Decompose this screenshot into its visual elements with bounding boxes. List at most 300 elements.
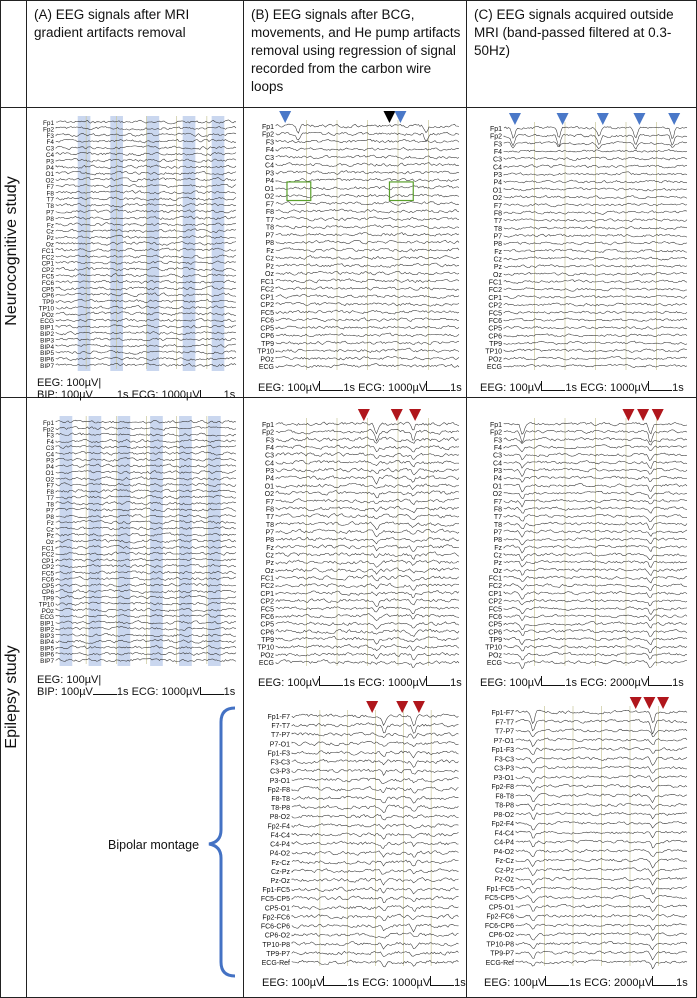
channel-label: Oz bbox=[493, 271, 502, 279]
channel-label: CP6 bbox=[488, 333, 502, 341]
time-scale: 1s bbox=[454, 977, 466, 989]
eeg-panel-epilepsy-b bbox=[250, 402, 462, 674]
channel-label: O1 bbox=[492, 483, 502, 491]
ecg-scale: ECG: 1000µV bbox=[131, 389, 200, 401]
channel-label: CP1 bbox=[488, 294, 502, 302]
channel-label: T8-P8 bbox=[270, 805, 290, 813]
channel-label: F8 bbox=[493, 506, 502, 514]
eeg-panel-neuro-c bbox=[472, 110, 690, 378]
event-marker-icon bbox=[394, 111, 406, 123]
event-marker-icon bbox=[643, 697, 655, 709]
channel-label: F4 bbox=[46, 438, 54, 446]
channel-label: P8 bbox=[46, 513, 54, 521]
channel-label: TP10-P8 bbox=[262, 941, 290, 949]
channel-label: Fp2-F8 bbox=[491, 784, 514, 792]
channel-label: F8 bbox=[493, 210, 502, 218]
channel-label: Fz bbox=[494, 248, 502, 256]
eeg-scale: EEG: 100µV bbox=[37, 674, 99, 686]
channel-label: Fp2 bbox=[489, 133, 502, 141]
ecg-scale: ECG: 1000µV bbox=[358, 382, 427, 394]
channel-label: FC5 bbox=[260, 309, 274, 317]
event-marker-icon bbox=[396, 701, 408, 713]
channel-label: C4 bbox=[265, 460, 274, 468]
channel-label: T7 bbox=[493, 218, 502, 226]
channel-label: CP5 bbox=[260, 621, 274, 629]
eeg-panel-neuro-a bbox=[30, 112, 240, 377]
channel-label: TP9 bbox=[42, 595, 54, 603]
channel-label: P4 bbox=[493, 475, 502, 483]
channel-label: T8 bbox=[265, 224, 274, 232]
channel-label: CP5-O1 bbox=[488, 904, 514, 912]
channel-label: F3 bbox=[46, 432, 54, 440]
channel-label: F8 bbox=[46, 488, 54, 496]
channel-label: Fp2 bbox=[261, 429, 274, 437]
channel-label: P4 bbox=[265, 475, 274, 483]
time-scale: 1s bbox=[223, 686, 236, 698]
time-scale: 1s bbox=[343, 382, 355, 394]
channel-label: Cz bbox=[265, 552, 274, 560]
channel-label: O2 bbox=[492, 491, 502, 499]
channel-label: T8 bbox=[493, 521, 502, 529]
channel-label: TP10 bbox=[485, 348, 502, 356]
channel-label: T7-P7 bbox=[270, 732, 290, 740]
channel-label: F4-C4 bbox=[494, 830, 514, 838]
channel-label: FC6 bbox=[488, 317, 502, 325]
channel-label: TP9-P7 bbox=[266, 950, 290, 958]
channel-label: P4 bbox=[265, 178, 274, 186]
channel-label: Fp2 bbox=[42, 126, 54, 134]
channel-label: F7 bbox=[493, 498, 502, 506]
channel-label: F4 bbox=[493, 445, 502, 453]
event-marker-icon bbox=[383, 111, 395, 123]
channel-label: Fz bbox=[494, 544, 502, 552]
channel-label: CP2 bbox=[41, 564, 54, 572]
eeg-panel-epilepsy-c bbox=[472, 402, 690, 674]
row-label-epilepsy: Epilepsy study bbox=[3, 645, 20, 749]
event-marker-icon bbox=[413, 701, 425, 713]
channel-label: CP6-O2 bbox=[264, 932, 290, 940]
channel-label: P3 bbox=[493, 468, 502, 476]
event-marker-icon bbox=[622, 409, 634, 421]
channel-label: T8 bbox=[46, 203, 54, 211]
channel-label: CP5 bbox=[41, 286, 54, 294]
channel-label: CP1 bbox=[41, 260, 54, 268]
channel-label: C4 bbox=[265, 162, 274, 170]
header-c: (C) EEG signals acquired outside MRI (band-passed filtered at 0.3-50Hz) bbox=[474, 7, 674, 58]
channel-label: P7-O1 bbox=[269, 741, 290, 749]
channel-label: Cz bbox=[493, 552, 502, 560]
channel-label: Fp1-F3 bbox=[267, 750, 290, 758]
eeg-scale: EEG: 100µV bbox=[484, 977, 546, 989]
channel-label: Fp1-FC5 bbox=[262, 887, 290, 895]
ecg-scale: ECG: 1000µV bbox=[358, 677, 427, 689]
channel-label: C3 bbox=[493, 452, 502, 460]
channel-label: BIP5 bbox=[40, 645, 54, 653]
ecg-scale: ECG: 1000µV bbox=[131, 686, 200, 698]
channel-label: CP5 bbox=[41, 582, 54, 590]
channel-label: F3 bbox=[46, 132, 54, 140]
scale-bipolar-c bbox=[484, 976, 688, 989]
channel-label: BIP4 bbox=[40, 343, 54, 351]
channel-label: FC1 bbox=[488, 575, 502, 583]
channel-label: BIP4 bbox=[40, 639, 54, 647]
channel-label: CP5 bbox=[488, 621, 502, 629]
channel-label: FC6 bbox=[41, 279, 54, 287]
channel-label: P3-O1 bbox=[269, 777, 290, 785]
channel-label: F4 bbox=[265, 147, 274, 155]
channel-label: ECG-Ref bbox=[261, 960, 290, 967]
bip-scale: BIP: 100µV bbox=[37, 686, 93, 698]
eeg-scale: EEG: 100µV bbox=[37, 377, 99, 389]
channel-label: BIP1 bbox=[40, 620, 54, 628]
channel-label: Pz bbox=[46, 532, 54, 540]
channel-label: Fz-Cz bbox=[271, 859, 290, 867]
channel-label: Pz bbox=[46, 235, 54, 243]
time-scale: 1s bbox=[676, 977, 688, 989]
header-b: (B) EEG signals after BCG, movements, and He pump artifacts removal using regression of signal recorded from the carbon wire loops bbox=[251, 7, 461, 94]
channel-label: P7 bbox=[265, 529, 274, 537]
channel-label: C3 bbox=[45, 445, 54, 453]
channel-label: Fp1 bbox=[261, 124, 274, 131]
channel-label: FC5-CP5 bbox=[260, 896, 290, 904]
channel-label: Cz bbox=[46, 526, 54, 534]
channel-label: POz bbox=[41, 607, 54, 615]
channel-label: CP2 bbox=[488, 598, 502, 606]
channel-label: Fz bbox=[266, 544, 274, 552]
eeg-scale: EEG: 100µV bbox=[258, 382, 320, 394]
channel-label: P8 bbox=[265, 537, 274, 545]
channel-label: Pz-Oz bbox=[494, 876, 514, 884]
channel-label: FC6 bbox=[41, 576, 54, 584]
channel-label: Fp1 bbox=[261, 422, 274, 429]
time-scale: 1s bbox=[565, 382, 577, 394]
channel-label: Fp2-FC6 bbox=[486, 913, 514, 921]
channel-label: CP2 bbox=[41, 267, 54, 275]
event-marker-icon bbox=[652, 409, 664, 421]
event-marker-icon bbox=[668, 113, 680, 125]
channel-label: T7 bbox=[46, 495, 54, 503]
ecg-scale: ECG: 2000µV bbox=[580, 677, 649, 689]
channel-label: F7-T7 bbox=[495, 719, 514, 727]
channel-label: TP10 bbox=[485, 644, 502, 652]
channel-label: P3 bbox=[46, 457, 54, 465]
channel-label: TP9 bbox=[489, 340, 502, 348]
channel-label: FC6 bbox=[488, 613, 502, 621]
channel-label: Cz-Pz bbox=[494, 867, 514, 875]
channel-label: Pz bbox=[265, 263, 274, 271]
event-marker-icon bbox=[409, 409, 421, 421]
channel-label: CP6 bbox=[41, 589, 54, 597]
event-marker-icon bbox=[637, 409, 649, 421]
event-marker-icon bbox=[366, 701, 378, 713]
channel-label: ECG-Ref bbox=[485, 960, 514, 967]
channel-label: F7-T7 bbox=[271, 723, 290, 731]
time-scale: 1s bbox=[569, 977, 581, 989]
channel-label: FC2 bbox=[260, 583, 274, 591]
channel-label: POz bbox=[260, 652, 274, 660]
channel-label: CP6 bbox=[260, 629, 274, 637]
scale-epilepsy-a: EEG: 100µV| BIP: 100µV 1s ECG: 1000µV 1s bbox=[37, 674, 236, 698]
channel-label: BIP3 bbox=[40, 337, 54, 345]
ecg-scale: ECG: 2000µV bbox=[584, 977, 653, 989]
scale-epilepsy-b bbox=[258, 676, 462, 689]
channel-label: FC5 bbox=[488, 310, 502, 318]
divider bbox=[26, 0, 27, 998]
channel-label: CP5 bbox=[260, 325, 274, 333]
channel-label: C4 bbox=[45, 451, 54, 459]
channel-label: Oz bbox=[45, 539, 54, 546]
channel-label: BIP1 bbox=[40, 324, 54, 332]
channel-label: FC1 bbox=[260, 575, 274, 583]
channel-label: CP1 bbox=[260, 294, 274, 302]
channel-label: FC2 bbox=[260, 286, 274, 294]
channel-label: BIP3 bbox=[40, 632, 54, 640]
channel-label: Fp2-FC6 bbox=[262, 914, 290, 922]
channel-label: CP6 bbox=[260, 333, 274, 341]
channel-label: Fp1 bbox=[42, 120, 54, 127]
channel-label: TP10 bbox=[38, 305, 54, 313]
channel-label: CP6-O2 bbox=[488, 932, 514, 940]
channel-label: T8-P8 bbox=[494, 802, 514, 810]
time-scale: 1s bbox=[116, 389, 129, 401]
channel-label: CP1 bbox=[41, 557, 54, 565]
channel-label: FC1 bbox=[41, 545, 54, 553]
channel-label: ECG bbox=[40, 614, 54, 622]
time-scale: 1s bbox=[450, 382, 462, 394]
channel-label: ECG bbox=[486, 364, 502, 371]
channel-label: F3 bbox=[265, 139, 274, 147]
channel-label: CP2 bbox=[488, 302, 502, 310]
ecg-scale: ECG: 1000µV bbox=[362, 977, 431, 989]
channel-label: P7 bbox=[493, 233, 502, 241]
channel-label: F4 bbox=[46, 139, 54, 147]
channel-label: P8 bbox=[46, 215, 54, 223]
channel-label: Fp2 bbox=[261, 131, 274, 139]
channel-label: Cz bbox=[46, 228, 54, 236]
channel-label: Fz bbox=[46, 520, 54, 528]
time-scale: 1s bbox=[343, 677, 355, 689]
channel-label: TP9 bbox=[261, 340, 274, 348]
time-scale: 1s bbox=[565, 677, 577, 689]
channel-label: T7 bbox=[493, 514, 502, 522]
scale-neuro-b bbox=[258, 381, 462, 394]
channel-label: F3 bbox=[493, 437, 502, 445]
channel-label: Cz-Pz bbox=[270, 868, 290, 876]
channel-label: P3 bbox=[493, 172, 502, 180]
channel-label: P3 bbox=[265, 468, 274, 476]
highlight-box bbox=[389, 182, 413, 201]
channel-label: FC2 bbox=[41, 254, 54, 262]
bipolar-brace-icon bbox=[205, 706, 245, 978]
channel-label: P4 bbox=[493, 179, 502, 187]
channel-label: C3 bbox=[265, 154, 274, 162]
channel-label: Pz-Oz bbox=[270, 878, 290, 885]
channel-label: FC5 bbox=[41, 273, 54, 281]
channel-label: ECG bbox=[40, 318, 54, 326]
channel-label: P3-O1 bbox=[493, 774, 514, 782]
channel-label: P8 bbox=[493, 537, 502, 545]
channel-label: T7 bbox=[265, 514, 274, 522]
eeg-panel-bipolar-b bbox=[250, 702, 462, 974]
time-scale: 1s bbox=[450, 677, 462, 689]
channel-label: C4 bbox=[45, 151, 54, 159]
channel-label: FC2 bbox=[488, 583, 502, 591]
channel-label: FC5 bbox=[41, 570, 54, 578]
row-label-neurocognitive: Neurocognitive study bbox=[3, 176, 20, 326]
channel-label: F7 bbox=[46, 482, 54, 490]
eeg-panel-neuro-b bbox=[250, 110, 462, 378]
channel-label: Fp2 bbox=[489, 429, 502, 437]
channel-label: Fp1 bbox=[42, 420, 54, 427]
channel-label: F7 bbox=[493, 202, 502, 210]
channel-label: P4-O2 bbox=[493, 848, 514, 856]
time-scale: 1s bbox=[672, 677, 684, 689]
channel-label: TP10 bbox=[257, 348, 274, 356]
divider bbox=[0, 107, 697, 108]
channel-label: P8 bbox=[265, 240, 274, 248]
highlight-box bbox=[287, 182, 311, 201]
channel-label: CP2 bbox=[260, 598, 274, 606]
channel-label: P8 bbox=[493, 241, 502, 249]
channel-label: CP6 bbox=[41, 292, 54, 300]
channel-label: F3-C3 bbox=[270, 759, 290, 767]
event-marker-icon bbox=[657, 697, 669, 709]
channel-label: Fp1-F3 bbox=[491, 747, 514, 755]
channel-label: P8-O2 bbox=[493, 811, 514, 819]
channel-label: O2 bbox=[264, 193, 274, 201]
channel-label: Oz bbox=[265, 567, 274, 575]
channel-label: F3-C3 bbox=[494, 756, 514, 764]
channel-label: Cz bbox=[493, 256, 502, 264]
channel-label: T7 bbox=[265, 216, 274, 224]
eeg-panel-epilepsy-a bbox=[30, 412, 240, 672]
channel-label: O2 bbox=[45, 476, 54, 484]
channel-label: POz bbox=[41, 311, 54, 319]
event-marker-icon bbox=[630, 697, 642, 709]
channel-label: Fz bbox=[46, 222, 54, 230]
channel-label: Fp1-F7 bbox=[267, 714, 290, 721]
channel-label: Fp2 bbox=[42, 426, 54, 434]
channel-label: P7 bbox=[46, 507, 54, 515]
channel-label: C3 bbox=[45, 145, 54, 153]
event-marker-icon bbox=[633, 113, 645, 125]
channel-label: CP1 bbox=[488, 590, 502, 598]
channel-label: Fp2-F8 bbox=[267, 786, 290, 794]
channel-label: C3 bbox=[493, 156, 502, 164]
eeg-scale: EEG: 100µV bbox=[258, 677, 320, 689]
channel-label: Pz bbox=[265, 560, 274, 568]
channel-label: Oz bbox=[265, 271, 274, 279]
channel-label: FC2 bbox=[41, 551, 54, 559]
event-marker-icon bbox=[391, 409, 403, 421]
channel-label: Cz bbox=[265, 255, 274, 263]
channel-label: F3 bbox=[493, 141, 502, 149]
scale-neuro-a: EEG: 100µV| BIP: 100µV 1s ECG: 1000µV 1s bbox=[37, 377, 236, 401]
channel-label: FC1 bbox=[41, 247, 54, 255]
time-scale: 1s bbox=[672, 382, 684, 394]
channel-label: T8 bbox=[46, 501, 54, 509]
channel-label: BIP2 bbox=[40, 626, 54, 634]
channel-label: F8 bbox=[46, 190, 54, 198]
channel-label: FC1 bbox=[260, 278, 274, 286]
channel-label: Oz bbox=[45, 241, 54, 249]
eeg-scale: EEG: 100µV bbox=[480, 382, 542, 394]
channel-label: Fp1-F7 bbox=[491, 710, 514, 717]
header-a: (A) EEG signals after MRI gradient artifacts removal bbox=[34, 7, 190, 40]
channel-label: T8 bbox=[265, 521, 274, 529]
divider bbox=[466, 0, 467, 998]
time-scale: 1s bbox=[347, 977, 359, 989]
channel-label: O2 bbox=[492, 195, 502, 203]
channel-label: TP9 bbox=[261, 636, 274, 644]
channel-label: FC6-CP6 bbox=[484, 922, 514, 930]
eeg-panel-bipolar-c bbox=[472, 702, 690, 974]
channel-label: TP10-P8 bbox=[486, 941, 514, 949]
time-scale: 1s bbox=[116, 686, 129, 698]
channel-label: T8 bbox=[493, 225, 502, 233]
channel-label: C4-P4 bbox=[270, 841, 290, 849]
channel-label: F8-T8 bbox=[495, 793, 514, 801]
event-marker-icon bbox=[557, 113, 569, 125]
channel-label: BIP7 bbox=[40, 363, 54, 370]
channel-label: FC5-CP5 bbox=[484, 895, 514, 903]
channel-label: C4 bbox=[493, 164, 502, 172]
channel-label: T7-P7 bbox=[494, 728, 514, 736]
channel-label: POz bbox=[488, 356, 502, 364]
channel-label: F3 bbox=[265, 437, 274, 445]
channel-label: P7 bbox=[46, 209, 54, 217]
channel-label: CP2 bbox=[260, 302, 274, 310]
eeg-scale: EEG: 100µV bbox=[480, 677, 542, 689]
channel-label: TP10 bbox=[38, 601, 54, 609]
channel-label: Pz bbox=[493, 264, 502, 272]
channel-label: O2 bbox=[45, 177, 54, 185]
channel-label: CP5-O1 bbox=[264, 905, 290, 913]
channel-label: P7 bbox=[493, 529, 502, 537]
channel-label: CP1 bbox=[260, 590, 274, 598]
channel-label: TP10 bbox=[257, 644, 274, 652]
channel-label: FC6 bbox=[260, 613, 274, 621]
channel-label: P7-O1 bbox=[493, 737, 514, 745]
channel-label: F7 bbox=[265, 201, 274, 209]
channel-label: P4-O2 bbox=[269, 850, 290, 858]
bipolar-montage-label: Bipolar montage bbox=[108, 838, 200, 852]
event-marker-icon bbox=[358, 409, 370, 421]
channel-label: Oz bbox=[493, 567, 502, 575]
channel-label: O1 bbox=[492, 187, 502, 195]
channel-label: Fp2-F4 bbox=[267, 823, 290, 831]
channel-label: CP6 bbox=[488, 629, 502, 637]
event-marker-icon bbox=[279, 111, 291, 123]
artifact-band bbox=[150, 416, 163, 666]
channel-label: TP9 bbox=[489, 636, 502, 644]
channel-label: POz bbox=[488, 652, 502, 660]
channel-label: P4 bbox=[46, 463, 54, 471]
bip-scale: BIP: 100µV bbox=[37, 389, 93, 401]
channel-label: O1 bbox=[45, 470, 54, 478]
channel-label: C3 bbox=[265, 452, 274, 460]
channel-label: POz bbox=[260, 356, 274, 364]
channel-label: P3 bbox=[46, 158, 54, 166]
channel-label: O1 bbox=[45, 171, 54, 179]
channel-label: FC1 bbox=[488, 279, 502, 287]
channel-label: F8 bbox=[265, 209, 274, 217]
scale-epilepsy-c bbox=[480, 676, 684, 689]
channel-label: O1 bbox=[264, 483, 274, 491]
scale-bipolar-b bbox=[262, 976, 466, 989]
time-scale: 1s bbox=[223, 389, 236, 401]
channel-label: Pz bbox=[493, 560, 502, 568]
